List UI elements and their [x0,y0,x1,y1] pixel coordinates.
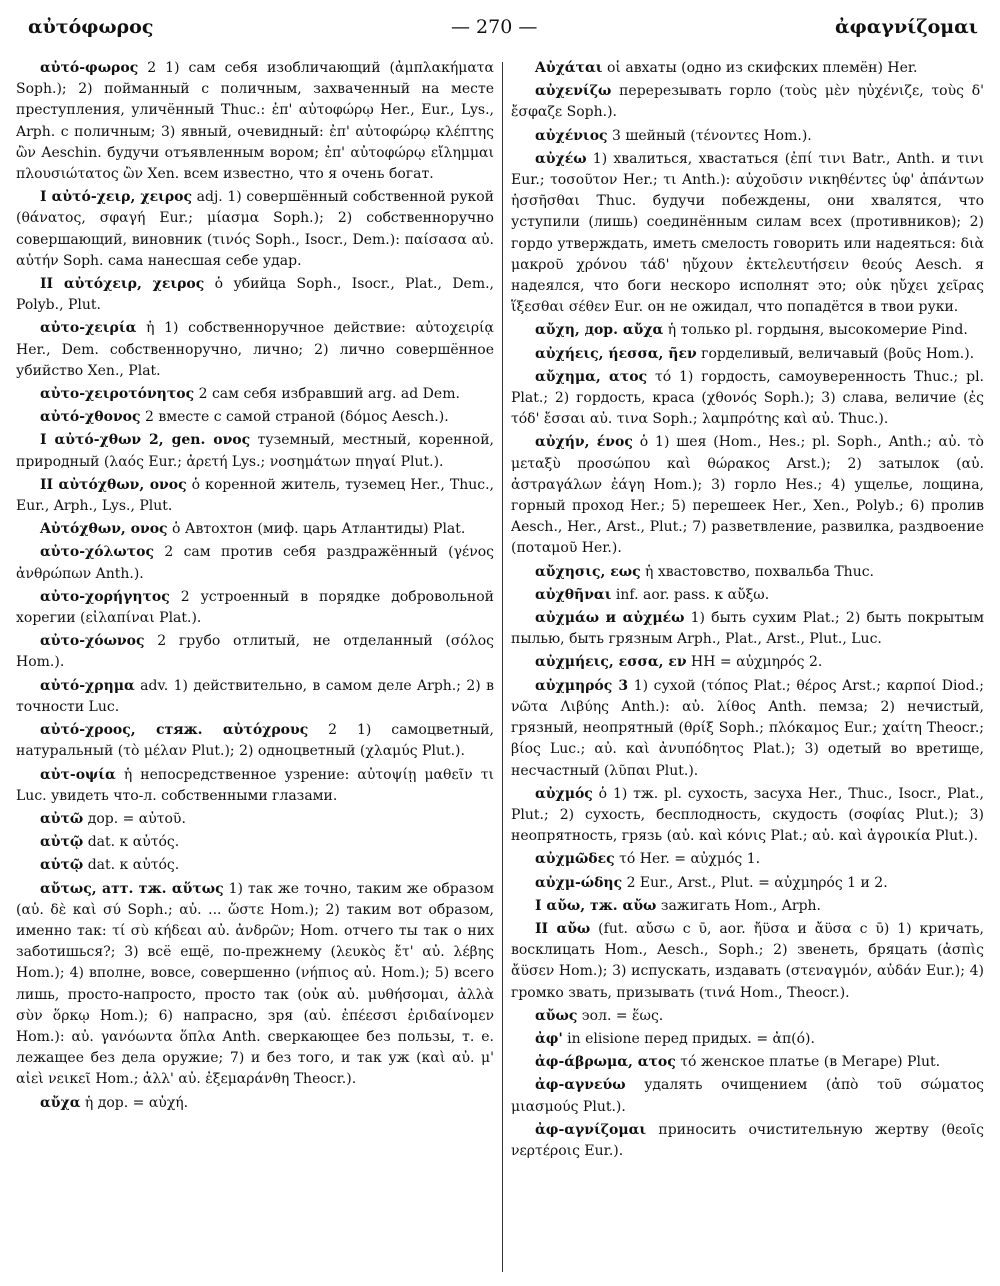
entry-definition: 2 грубо отлитый, не отделанный (σόλος Hom.). [16,633,494,671]
right-column [511,58,984,1280]
entry-definition: (fut. αὔσω с ῡ, aor. ἤϋσα и ἄϋσα с ῡ) 1) кричать, восклицать Hom., Aesch., Soph.; 2) звенеть, бряцать (ἀσπὶς ἄϋσεν Hom.); 3) испускать, издавать (στεναγμόν, αὐδάν Eur.); 4) громко звать, призывать (τινά Hom., Theocr.). [511,920,984,1001]
entry-headword: ἀφ-άβρωμα, ατος [535,1054,676,1071]
dictionary-entry [511,149,984,319]
entry-definition: dat. к αὐτός. [83,834,180,851]
entry-definition: οἱ авхаты (одно из скифских племён) Her. [602,60,918,76]
entry-headword: I αὐτό-χθων 2, gen. ονος [40,432,251,449]
entry-definition: 1) сухой (τόπος Plat.; θέρος Arst.; καρποί Diod.; νῶτα Λιβύης Anth.): αὐ. λίθος Anth. пемза; 2) нечистый, грязный, неопрятный (θρίξ Soph.; πλόκαμος Eur.; χαίτη Theocr.; βίος Luc.; αὐ. καὶ ἀνυπόδητος Plat.); 3) одетый во вретище, несчастный (λῦπαι Plut.). [511,677,984,779]
entry-headword: αὐτῷ [40,834,84,851]
entry-definition: 1) хвалиться, хвастаться (ἐπί τινι Batr., Anth. и τινι Eur.; τοσοῦτον Her.; τι Anth.): αὐχοῦσιν νικηθέντες ὑφ' ἁπάντων ἡσσῆσθαι Thuc. будучи побеждены, они хвалятся, что уступили (лишь) соединённым силам всех (противников); 2) гордо утверждать, иметь смелость говорить или надеяться: διὰ μακροῦ χρόνου τάδ' ηὔχουν ἐκτελευτήσειν θεούς Aesch. я надеялся, что боги нескоро исполнят это; οὐκ ηὔχει χεῖρας ἵξεσθαι σέθεν Eur. он не ожидал, что попадётся в твои руки. [511,150,984,316]
entry-headword: αὐτό-χροος, стяж. αὐτόχρους [40,722,309,739]
dictionary-entry [16,1093,494,1114]
entry-headword: αὐχένιος [535,127,608,144]
dictionary-entry [511,344,984,365]
entry-headword: ἀφ-αγνίζομαι [535,1121,647,1138]
entry-definition: 1) так же точно, таким же образом (αὐ. δὲ καὶ σύ Soph.; αὐ. ... ὥστε Hom.); 2) таким вот образом, именно так: τί σὺ κήδεαι αὐ. ἀνδρῶν; Hom. отчего ты так о них заботишься?; 3) всё ещё, по-прежнему (λευκὸς ἔτ' αὐ. λέβης Hom.); 4) вполне, вовсе, совершенно (νήπιος αὐ. Hom.); 5) всего лишь, просто-напросто, просто так (οὐκ αὐ. μυθήσομαι, ἀλλὰ σὺν ὅρκῳ Hom.); 6) напрасно, зря (αὐ. ἐπέεσσι ἐριδαίνομεν Hom.): αὐ. γανόωντα ὅπλα Anth. сверкающее без пользы, т. е. лежащее без дела оружие; 7) и без того, и так уж (καὶ αὐ. μ' αἰεὶ νεικεῖ Hom.; ἀλλ' αὐ. ἐξεμαράνθη Theocr.). [16,880,494,1088]
entry-definition: 2 1) сам себя изобличающий (ἀμπλακήματα Soph.); 2) пойманный с поличным, захваченный на месте преступления, уличённый Thuc.: ἐπ' αὐτοφώρῳ Her., Eur., Lys., Arph. с поличным; 3) явный, очевидный: ἐπ' αὐτοφώρῳ κλέπτης ὢν Aeschin. будучи отъявленным вором; ἐπ' αὐτοφώρῳ εἴλημμαι πλουσιώτατος ὢν Xen. всем известно, что я очень богат. [16,60,494,183]
dictionary-entry [16,631,494,673]
entry-headword: αὐχμός [535,785,593,802]
dictionary-entry [511,896,984,917]
dictionary-entry [511,126,984,147]
entry-definition: 2 Eur., Arst., Plut. = αὐχμηρός 1 и 2. [622,874,888,891]
entry-headword: II αὐτόχειρ, χειρος [40,276,205,293]
header-right-word: ἀφαγνίζομαι [834,16,978,38]
column-divider [502,62,503,1272]
left-column [16,58,494,1280]
entry-definition: туземный, местный, коренной, природный (λαός Eur.; ἀρετή Lys.; νοσημάτων πηγαί Plut.). [16,432,494,470]
entry-headword: αὔως [535,1007,578,1024]
dictionary-entry [16,187,494,272]
entry-headword: ἀφ-αγνεύω [535,1077,626,1094]
dictionary-entry [511,1006,984,1027]
dictionary-entry [16,879,494,1091]
entry-definition: ἡ хвастовство, похвальба Thuc. [640,563,875,580]
entry-headword: Αὐχάται [535,60,603,76]
dictionary-entry [511,1029,984,1050]
entry-definition: adj. 1) совершённый собственной рукой (θάνατος, σφαγή Eur.; μίασμα Soph.); 2) собственноручно совершающий, виновник (τινός Soph., Isocr., Dem.): παίσασα αὐ. αὐτήν Soph. сама нанесшая себе удар. [16,189,494,269]
dictionary-entry [511,608,984,650]
entry-definition: перерезывать горло (τοὺς μὲν ηὐχένιζε, τοὺς δ' ἔσφαζε Soph.). [511,83,984,121]
entry-headword: αὐτό-φωρος [40,60,139,76]
entry-definition: ἡ только pl. гордыня, высокомерие Pind. [663,322,968,339]
entry-headword: αὔχημα, ατος [535,368,648,385]
dictionary-entry [511,320,984,341]
dictionary-entry [16,542,494,584]
dictionary-entry [511,1120,984,1162]
dictionary-entry [16,676,494,718]
entry-definition: HH = αὐχμηρός 2. [686,654,823,671]
entry-definition: 2 1) самоцветный, натуральный (τὸ μέλαν Plut.); 2) одноцветный (χλαμύς Plut.). [16,722,494,760]
dictionary-entry [511,784,984,848]
entry-headword: αὐχμηρός 3 [535,677,629,694]
entry-headword: I αὐτό-χειρ, χειρος [40,189,193,206]
entry-headword: αὔχα [40,1094,81,1111]
dictionary-entry [16,58,494,185]
dictionary-entry [16,407,494,428]
entry-headword: αὐχμήεις, εσσα, εν [535,654,687,671]
entry-headword: αὐχθῆναι [535,586,612,603]
dictionary-entry [511,562,984,583]
dictionary-entry [511,1052,984,1073]
dictionary-entry [16,587,494,629]
dictionary-entry [511,849,984,870]
entry-definition: горделивый, величавый (βοῦς Hom.). [696,345,975,362]
dictionary-entry [16,274,494,316]
dictionary-entry [16,855,494,876]
entry-definition: дор. = αὐτοῦ. [83,810,186,827]
dictionary-entry [511,367,984,431]
entry-definition: adv. 1) действительно, в самом деле Arph.; 2) в точности Luc. [16,677,494,715]
dictionary-entry [511,81,984,123]
entry-headword: αὐχμ-ώδης [535,874,623,891]
entry-headword: αὐτῶ [40,810,84,827]
entry-definition: зажигать Hom., Arph. [656,897,822,914]
entry-definition: 1) быть сухим Plat.; 2) быть покрытым пылью, быть грязным Arph., Plat., Arst., Plut., Luc. [511,610,984,648]
entry-definition: эол. = ἕως. [577,1007,664,1024]
entry-headword: αὐχμῶδες [535,851,615,868]
entry-definition: ὁ 1) тж. pl. сухость, засуха Her., Thuc., Isocr., Plat., Plut.; 2) сухость, бесплодность, скудость (σοφίας Plut.); 3) неопрятность, грязь (αὐ. καὶ κόνις Plat.; αὐ. καὶ ἀγροικία Plut.). [511,785,984,845]
dictionary-entry [511,652,984,673]
entry-headword: αὔχησις, εως [535,563,641,580]
entry-headword: αὐτο-χόωνος [40,633,145,650]
dictionary-entry [16,809,494,830]
dictionary-entry [16,765,494,807]
dictionary-entry [16,720,494,762]
entry-definition: ὁ 1) шея (Hom., Hes.; pl. Soph., Anth.; αὐ. τὸ μεταξὺ προσώπου καὶ θώρακος Arst.); 2) затылок (αὐ. ἀστραγάλων ἐάγη Hom.); 3) горло Hes.; 4) ущелье, лощина, горный проход Her.; 5) перешеек Her., Xen., Polyb.; 6) пролив Aesch., Her., Arst., Plut.; 7) разветвление, развилка, раздвоение (ποταμοῦ Her.). [511,434,984,557]
entry-definition: τό Her. = αὐχμός 1. [614,851,761,868]
dictionary-entry [16,430,494,472]
dictionary-entry [16,318,494,382]
entry-headword: αὐτο-χειρία [40,320,137,337]
entry-definition: ὁ Автохтон (миф. царь Атлантиды) Plat. [167,521,466,538]
page-number: — 270 — [451,16,538,38]
page-header [28,10,978,44]
entry-headword: ἀφ' [535,1030,563,1047]
dictionary-entry [511,873,984,894]
entry-headword: αὐχέω [535,150,587,167]
entry-definition: τό 1) гордость, самоуверенность Thuc.; pl. Plat.; 2) гордость, краса (χθονός Soph.); 3) слава, величие (ἐς τόδ' ἔσσαι αὐ. τινα Soph.; λαμπρότης καὶ αὐ. Thuc.). [511,368,984,428]
entry-definition: ἡ непосредственное узрение: αὐτοψίῃ μαθεῖν τι Luc. увидеть что-л. собственными глазами. [16,766,494,804]
entry-headword: αὑτῷ [40,857,84,874]
entry-definition: in elisione перед придых. = ἀπ(ό). [562,1030,815,1047]
entry-headword: II αὔω [535,920,591,937]
dictionary-entry [16,475,494,517]
entry-headword: I αὔω, тж. αὔω [535,897,657,914]
entry-definition: 3 шейный (τένοντες Hom.). [607,127,812,144]
entry-headword: αὐτο-χόλωτος [40,544,155,561]
entry-definition: 2 вместе с самой страной (δόμος Aesch.). [140,409,449,426]
entry-headword: αὐτό-χθονος [40,409,141,426]
entry-headword: αὐτο-χορήγητος [40,588,170,605]
dictionary-entry [511,1075,984,1117]
entry-definition: τό женское платье (в Мегаре) Plut. [675,1054,941,1071]
entry-headword: II αὐτόχθων, ονος [40,476,187,493]
entry-definition: ἡ 1) собственноручное действие: αὐτοχειρίᾳ Her., Dem. собственноручно, лично; 2) лично совершённое убийство Xen., Plat. [16,320,494,379]
entry-headword: Αὐτόχθων, ονος [40,521,168,538]
entry-definition: удалять очищением (ἀπὸ τοῦ σώματος μιασμούς Plut.). [511,1077,984,1115]
entry-definition: ὁ убийца Soph., Isocr., Plat., Dem., Polyb., Plut. [16,276,494,314]
entry-headword: αὔτως, атт. тж. αὕτως [40,880,224,897]
entry-definition: 2 сам против себя раздражённый (γένος ἀνθρώπων Anth.). [16,544,494,582]
entry-headword: αὐχενίζω [535,83,612,100]
dictionary-entry [511,919,984,1004]
entry-headword: αὐχήν, ένος [535,434,633,451]
entry-definition: ἡ дор. = αὐχή. [80,1094,189,1111]
entry-headword: αὔχη, дор. αὔχα [535,322,664,339]
entry-definition: inf. aor. pass. к αὔξω. [611,586,770,603]
entry-headword: αὐχήεις, ήεσσα, ῆεν [535,345,697,362]
entry-headword: αὐτο-χειροτόνητος [40,386,195,403]
dictionary-entry [16,384,494,405]
dictionary-entry [16,832,494,853]
dictionary-entry [511,58,984,79]
dictionary-entry [511,432,984,559]
entry-headword: αὐχμάω и αὐχμέω [535,610,685,627]
entry-headword: αὐτό-χρημα [40,677,135,694]
dictionary-entry [511,585,984,606]
entry-definition: приносить очистительную жертву (θεοῖς νερτέροις Eur.). [511,1121,984,1159]
entry-definition: dat. к αὑτός. [83,857,180,874]
entry-definition: 2 сам себя избравший arg. ad Dem. [194,386,460,403]
entry-headword: αὐτ-οψία [40,766,116,783]
entry-definition: 2 устроенный в порядке добровольной хорегии (εἰλαπίναι Plat.). [16,588,494,627]
entry-definition: ὁ коренной житель, туземец Her., Thuc., Eur., Arph., Lys., Plut. [16,476,494,515]
header-left-word: αὐτόφωρος [28,16,154,38]
dictionary-entry [511,676,984,782]
dictionary-entry [16,519,494,540]
